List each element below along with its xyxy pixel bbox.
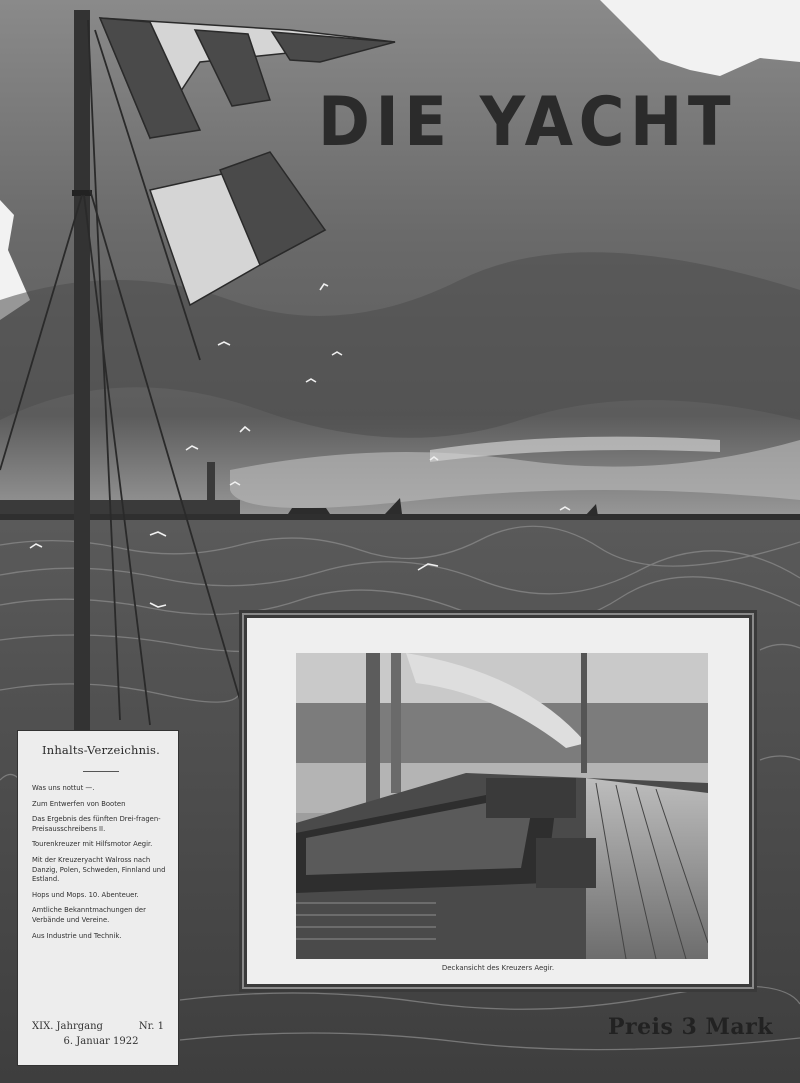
masthead-title: DIE YACHT	[318, 83, 737, 162]
contents-list	[32, 784, 170, 941]
contents-item: Das Ergebnis des fünften Drei-fragen-Preisausschreibens II.	[32, 815, 161, 833]
contents-item: Aus Industrie und Technik.	[32, 931, 122, 940]
contents-item: Was uns nottut —.	[32, 784, 95, 792]
contents-heading: Inhalts-Verzeichnis.	[41, 743, 161, 757]
contents-item: Mit der Kreuzeryacht Walross nach Danzig, Polen, Schweden, Finnland und Estland.	[32, 855, 166, 884]
horizon-coast	[0, 500, 240, 514]
issue-date: 6. Januar 1922	[63, 1036, 139, 1047]
table-of-contents	[17, 730, 179, 1066]
contents-item: Amtliche Bekanntmachungen der Verbände und Vereine.	[32, 906, 146, 924]
lighthouse	[207, 462, 215, 502]
photo-frame	[239, 610, 757, 992]
issue-info	[32, 1021, 170, 1047]
contents-item: Tourenkreuzer mit Hilfsmotor Aegir.	[32, 840, 153, 849]
contents-divider	[83, 771, 119, 772]
price-label: Preis 3 Mark	[608, 1014, 773, 1040]
mast	[74, 10, 90, 730]
contents-item: Hops und Mops. 10. Abenteuer.	[32, 890, 139, 899]
issue-number: Nr. 1	[138, 1021, 164, 1032]
photo-caption: Deckansicht des Kreuzers Aegir.	[441, 964, 555, 972]
steamer	[288, 508, 330, 514]
volume-label: XIX. Jahrgang	[32, 1021, 103, 1032]
horizon-line	[0, 514, 800, 520]
contents-item: Zum Entwerfen von Booten	[32, 799, 126, 808]
deck-photo	[296, 653, 708, 959]
